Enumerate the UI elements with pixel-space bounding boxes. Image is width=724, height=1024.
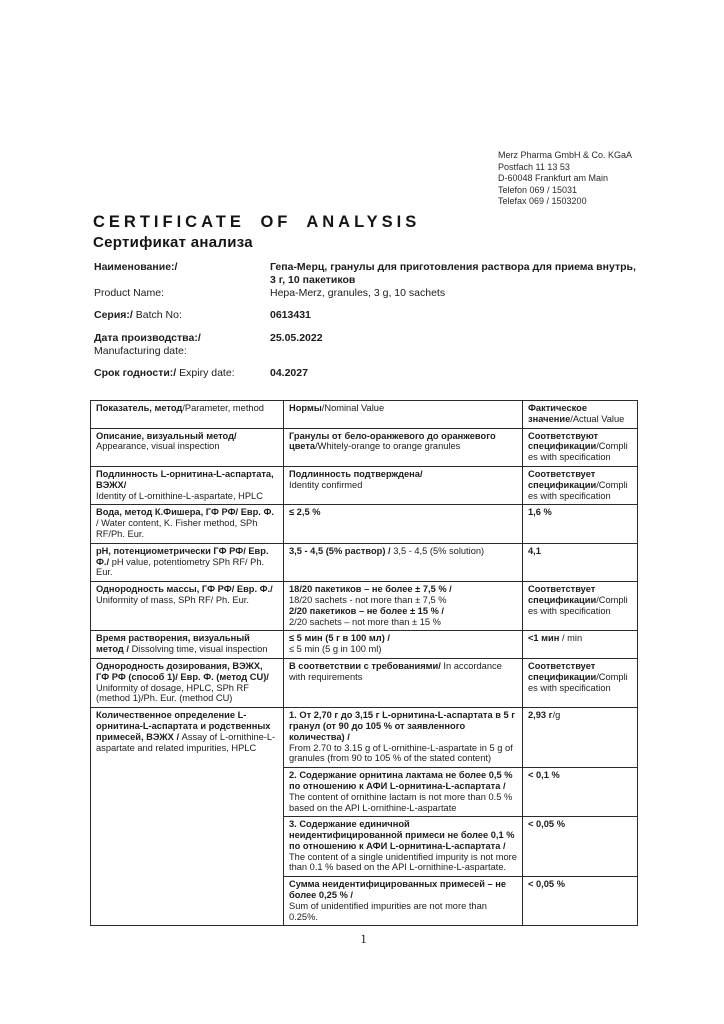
- table-row-water: [91, 505, 638, 543]
- letterhead-postbox: Postfach 11 13 53: [498, 161, 570, 172]
- actual-text-ru: 4,1: [528, 545, 541, 556]
- title-block: [93, 213, 420, 251]
- actual-cell: [523, 708, 638, 768]
- norm-text-en: The content of a single unidentified impurity is not more than 0.1 % based on the API L-ornithine-L-aspartate.: [289, 851, 517, 873]
- norm-text-en: 18/20 sachets - not more than ± 7,5 %: [289, 594, 447, 605]
- norm-cell: [284, 631, 523, 659]
- batch-label: [94, 309, 270, 322]
- expiry-date-value: 04.2027: [270, 367, 308, 379]
- actual-text-ru: Соответствует спецификации: [528, 584, 597, 605]
- norm-cell: [284, 582, 523, 631]
- manufacturing-date-label-ru: Дата производства:/: [94, 332, 201, 344]
- actual-header-ru: Фактическое значение: [528, 403, 588, 424]
- info-row-manufacturing-date: [94, 332, 639, 358]
- norm-text-ru: Подлинность подтверждена/: [289, 468, 423, 479]
- actual-cell: [523, 658, 638, 707]
- norm-text-en: Sum of unidentified impurities are not more than 0.25%.: [289, 900, 487, 922]
- param-header-en: /Parameter, method: [182, 403, 264, 413]
- norm-text-ru: 1. От 2,70 г до 3,15 г L-орнитина-L-аспартата в 5 г гранул (от 90 до 105 % от заявленного количества) /: [289, 710, 516, 742]
- param-text-ru: Вода, метод К.Фишера, ГФ РФ/ Евр. Ф.: [96, 507, 274, 518]
- info-row-expiry-date: [94, 367, 639, 380]
- actual-text-en: /g: [552, 710, 561, 721]
- actual-cell: [523, 543, 638, 581]
- norm-text-ru: 18/20 пакетиков – не более ± 7,5 % /: [289, 584, 452, 595]
- actual-text-ru: < 0,1 %: [528, 770, 560, 781]
- norm-header-cell: [284, 401, 523, 429]
- param-text-ru: pH, потенциометрически ГФ РФ/ Евр. Ф./: [96, 545, 269, 567]
- actual-header-cell: [523, 401, 638, 429]
- norm-text-en2: 2/20 sachets – not more than ± 15 %: [289, 616, 441, 627]
- manufacturing-date-label: [94, 332, 270, 358]
- actual-text-en: /Complies with specification: [528, 671, 628, 693]
- actual-cell: [523, 877, 638, 926]
- param-text-en: / Water content, K. Fisher method, SPh RF/Ph. Eur.: [96, 518, 258, 539]
- norm-cell: [284, 708, 523, 768]
- param-header-cell: [91, 401, 284, 429]
- expiry-date-label: [94, 367, 270, 380]
- norm-cell: [284, 768, 523, 817]
- param-cell: [91, 543, 284, 581]
- actual-cell: [523, 817, 638, 877]
- actual-text-ru: Соответствует спецификации: [528, 660, 597, 682]
- actual-cell: [523, 466, 638, 504]
- page-title: CERTIFICATE OF ANALYSIS: [93, 213, 421, 231]
- norm-text-en: /Whitely-orange to orange granules: [315, 441, 461, 452]
- param-cell: [91, 466, 284, 504]
- norm-text-ru: 3,5 - 4,5 (5% раствор) /: [289, 545, 394, 556]
- param-cell-assay: [91, 708, 284, 926]
- norm-text-ru: ≤ 2,5 %: [289, 507, 321, 518]
- product-name-label: [94, 261, 270, 300]
- param-cell: [91, 428, 284, 466]
- actual-text-ru: Соответствует спецификации: [528, 468, 597, 490]
- actual-text-ru: <1 мин: [528, 633, 560, 644]
- product-name-value-ru-line1: Гепа-Мерц, гранулы для приготовления раствора для приема внутрь,: [270, 261, 636, 273]
- param-cell: [91, 582, 284, 631]
- norm-text-en: Identity confirmed: [289, 479, 363, 490]
- param-text-ru: Описание, визуальный метод/: [96, 430, 237, 441]
- actual-cell: [523, 768, 638, 817]
- actual-text-ru: 1,6 %: [528, 507, 552, 518]
- norm-cell: [284, 543, 523, 581]
- table-row-mass-uniformity: [91, 582, 638, 631]
- product-name-label-ru: Наименование:/: [94, 261, 178, 273]
- letterhead-city: D-60048 Frankfurt am Main: [498, 173, 609, 184]
- norm-text-ru: Сумма неидентифицированных примесей – не более 0,25 % /: [289, 879, 507, 901]
- product-name-value: [270, 261, 639, 300]
- expiry-date-label-ru: Срок годности:/: [94, 367, 177, 379]
- batch-label-ru: Серия:/: [94, 309, 133, 321]
- param-text-en: Appearance, visual inspection: [96, 441, 220, 452]
- norm-header-en: /Nominal Value: [321, 403, 385, 413]
- table-row-appearance: [91, 428, 638, 466]
- param-text-en: Assay of L-ornithine-L-aspartate and related impurities, HPLC: [96, 731, 276, 753]
- norm-text-en: The content of ornithine lactam is not more than 0.5 % based on the API L-ornithine-L-aspartate: [289, 791, 513, 813]
- batch-label-en: Batch No:: [132, 309, 182, 321]
- norm-text-ru: ≤ 5 мин (5 г в 100 мл) /: [289, 633, 390, 644]
- table-section: [90, 400, 637, 947]
- page-number: 1: [360, 931, 367, 947]
- param-cell: [91, 631, 284, 659]
- info-row-product-name: [94, 261, 639, 300]
- param-header-ru: Показатель, метод: [96, 403, 183, 413]
- letterhead-fax: Telefax 069 / 1503200: [498, 196, 587, 207]
- actual-text-ru: 2,93 г: [528, 710, 553, 721]
- info-row-batch: [94, 309, 639, 322]
- actual-header-en: /Actual Value: [570, 413, 625, 424]
- param-text-en: Identity of L-ornithine-L-aspartate, HPLC: [96, 490, 263, 501]
- table-header-row: [91, 401, 638, 429]
- table-row-dosage-uniformity: [91, 658, 638, 707]
- actual-text-en: /Complies with specification: [528, 441, 628, 463]
- norm-cell: [284, 466, 523, 504]
- letterhead-phone: Telefon 069 / 15031: [498, 184, 578, 195]
- norm-text-ru: 2. Содержание орнитина лактама не более 0,5 % по отношению к АФИ L-орнитина-L-аспартата /: [289, 770, 513, 791]
- norm-text-en: 3,5 - 4,5 (5% solution): [393, 545, 485, 556]
- letterhead-company: Merz Pharma GmbH & Co. KGaA: [498, 150, 633, 160]
- actual-text-en: /Complies with specification: [528, 594, 628, 616]
- param-text-en: Uniformity of dosage, HPLC, SPh RF (method 1)/Ph. Eur. (method CU): [96, 682, 249, 704]
- norm-cell: [284, 428, 523, 466]
- param-text-en: Uniformity of mass, SPh RF/ Ph. Eur.: [96, 594, 249, 605]
- norm-text-en: In accordance with requirements: [289, 660, 502, 682]
- norm-cell: [284, 658, 523, 707]
- param-cell: [91, 505, 284, 543]
- actual-text-ru: Соответствуют спецификации: [528, 430, 599, 452]
- expiry-date-label-en: Expiry date:: [176, 367, 235, 379]
- table-row-assay: [91, 708, 638, 768]
- norm-text-en: From 2.70 to 3.15 g of L-ornithine-L-aspartate in 5 g of granules (from 90 to 105 % of the stated content): [289, 742, 513, 764]
- product-name-value-en: Hepa-Merz, granules, 3 g, 10 sachets: [270, 287, 446, 299]
- norm-cell: [284, 877, 523, 926]
- actual-cell: [523, 582, 638, 631]
- coa-table: [90, 400, 638, 926]
- norm-text-ru: 3. Содержание единичной неидентифицированной примеси не более 0,1 % по отношению к АФИ L-орнитина-L-аспартата /: [289, 819, 515, 851]
- norm-cell: [284, 505, 523, 543]
- param-text-ru: Время растворения, визуальный метод /: [96, 633, 250, 655]
- manufacturing-date-label-en: Manufacturing date:: [94, 345, 187, 357]
- batch-value: 0613431: [270, 309, 311, 321]
- actual-cell: [523, 428, 638, 466]
- norm-text-ru: В соответствии с требованиями/: [289, 660, 441, 671]
- table-row-dissolving-time: [91, 631, 638, 659]
- table-row-identity: [91, 466, 638, 504]
- actual-cell: [523, 505, 638, 543]
- param-text-ru: Однородность дозирования, ВЭЖХ, ГФ РФ (способ 1)/ Евр. Ф. (метод CU)/: [96, 660, 269, 682]
- param-text-ru: Подлинность L-орнитина-L-аспартата, ВЭЖХ/: [96, 468, 274, 490]
- norm-cell: [284, 817, 523, 877]
- actual-text-en: / min: [559, 633, 583, 644]
- param-text-ru: Однородность массы, ГФ РФ/ Евр. Ф./: [96, 584, 273, 595]
- page-subtitle: Сертификат анализа: [93, 234, 253, 251]
- param-cell: [91, 658, 284, 707]
- actual-cell: [523, 631, 638, 659]
- norm-text-en: ≤ 5 min (5 g in 100 ml): [289, 644, 382, 655]
- norm-header-ru: Нормы: [289, 403, 322, 413]
- norm-text-ru2: 2/20 пакетиков – не более ± 15 % /: [289, 605, 445, 616]
- manufacturing-date-value: 25.05.2022: [270, 332, 323, 344]
- product-info: [94, 261, 639, 380]
- product-name-value-ru-line2: 3 г, 10 пакетиков: [270, 274, 356, 286]
- param-text-ru: Количественное определение L-орнитина-L-аспартата и родственных примесей, ВЭЖХ /: [96, 710, 271, 742]
- product-name-label-en: Product Name:: [94, 287, 165, 299]
- company-letterhead: [498, 150, 632, 208]
- param-text-en: Dissolving time, visual inspection: [128, 644, 268, 655]
- norm-text-ru: Гранулы от бело-оранжевого до оранжевого цвета: [289, 430, 496, 452]
- actual-text-ru: < 0,05 %: [528, 879, 565, 890]
- table-row-ph: [91, 543, 638, 581]
- actual-text-ru: < 0,05 %: [528, 819, 565, 830]
- actual-text-en: /Complies with specification: [528, 479, 628, 501]
- param-text-en: pH value, potentiometry SPh RF/ Ph. Eur.: [96, 556, 265, 578]
